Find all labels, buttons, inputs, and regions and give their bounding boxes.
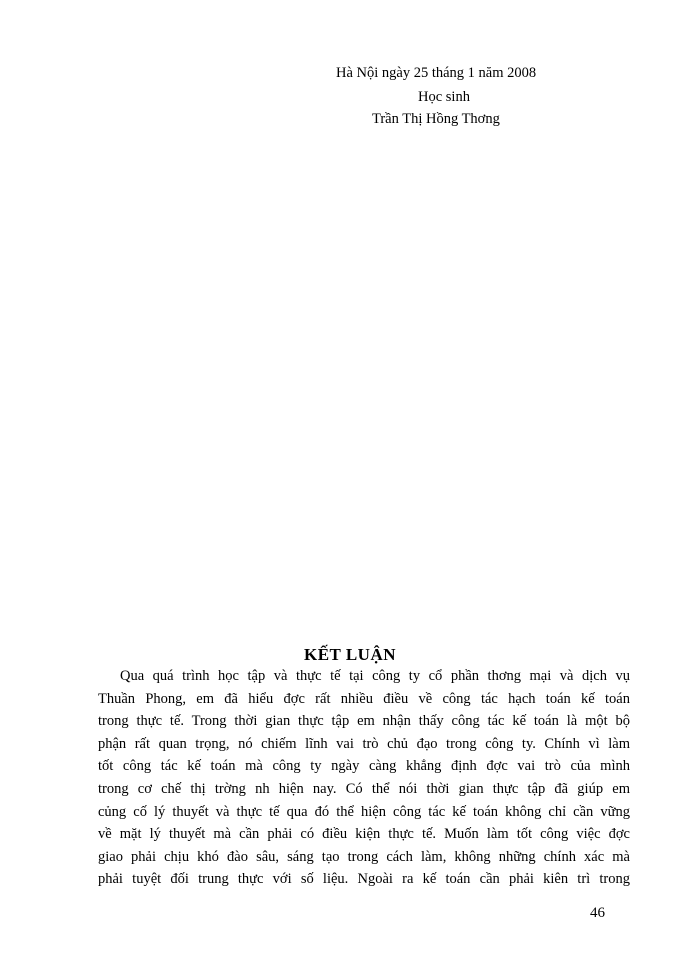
paragraph-line: trong cơ chế thị trờng nh hiện nay. Có thể nói thời gian thực tập đã giúp em xyxy=(98,780,630,797)
paragraph-line: Thuần Phong, em đã hiểu đợc rất nhiều điều về công tác hạch toán kế toán xyxy=(98,690,630,707)
place-date: Hà Nội ngày 25 tháng 1 năm 2008 xyxy=(336,65,537,81)
section-title: KẾT LUẬN xyxy=(303,645,396,664)
paragraph-line: củng cố lý thuyết và thực tế qua đó thể hiện công tác kế toán không chỉ cần vững xyxy=(98,803,630,820)
paragraph-line: phận rất quan trọng, nó chiếm lĩnh vai trò chủ đạo trong công ty. Chính vì làm xyxy=(98,735,630,752)
paragraph-line: về mặt lý thuyết mà cần phải có điều kiện thực tế. Muốn làm tốt công việc đợc xyxy=(98,826,630,843)
signer-name: Trần Thị Hồng Thơng xyxy=(372,111,500,127)
paragraph-line: giao phải chịu khó đào sâu, sáng tạo trong cách làm, không những chính xác mà xyxy=(98,848,630,865)
page-number: 46 xyxy=(590,905,605,921)
paragraph-line: trong thực tế. Trong thời gian thực tập em nhận thấy công tác kế toán là một bộ xyxy=(98,713,630,730)
conclusion-paragraph xyxy=(98,665,630,891)
paragraph-line: Qua quá trình học tập và thực tế tại công ty cổ phần thơng mại và dịch vụ xyxy=(120,668,630,684)
paragraph-line: phải tuyệt đối trung thực với số liệu. Ngoài ra kế toán cần phải kiên trì trong xyxy=(98,871,630,888)
signer-role: Học sinh xyxy=(418,89,470,105)
paragraph-line: tốt công tác kế toán mà công ty ngày càng khẳng định đợc vai trò của mình xyxy=(98,758,630,775)
